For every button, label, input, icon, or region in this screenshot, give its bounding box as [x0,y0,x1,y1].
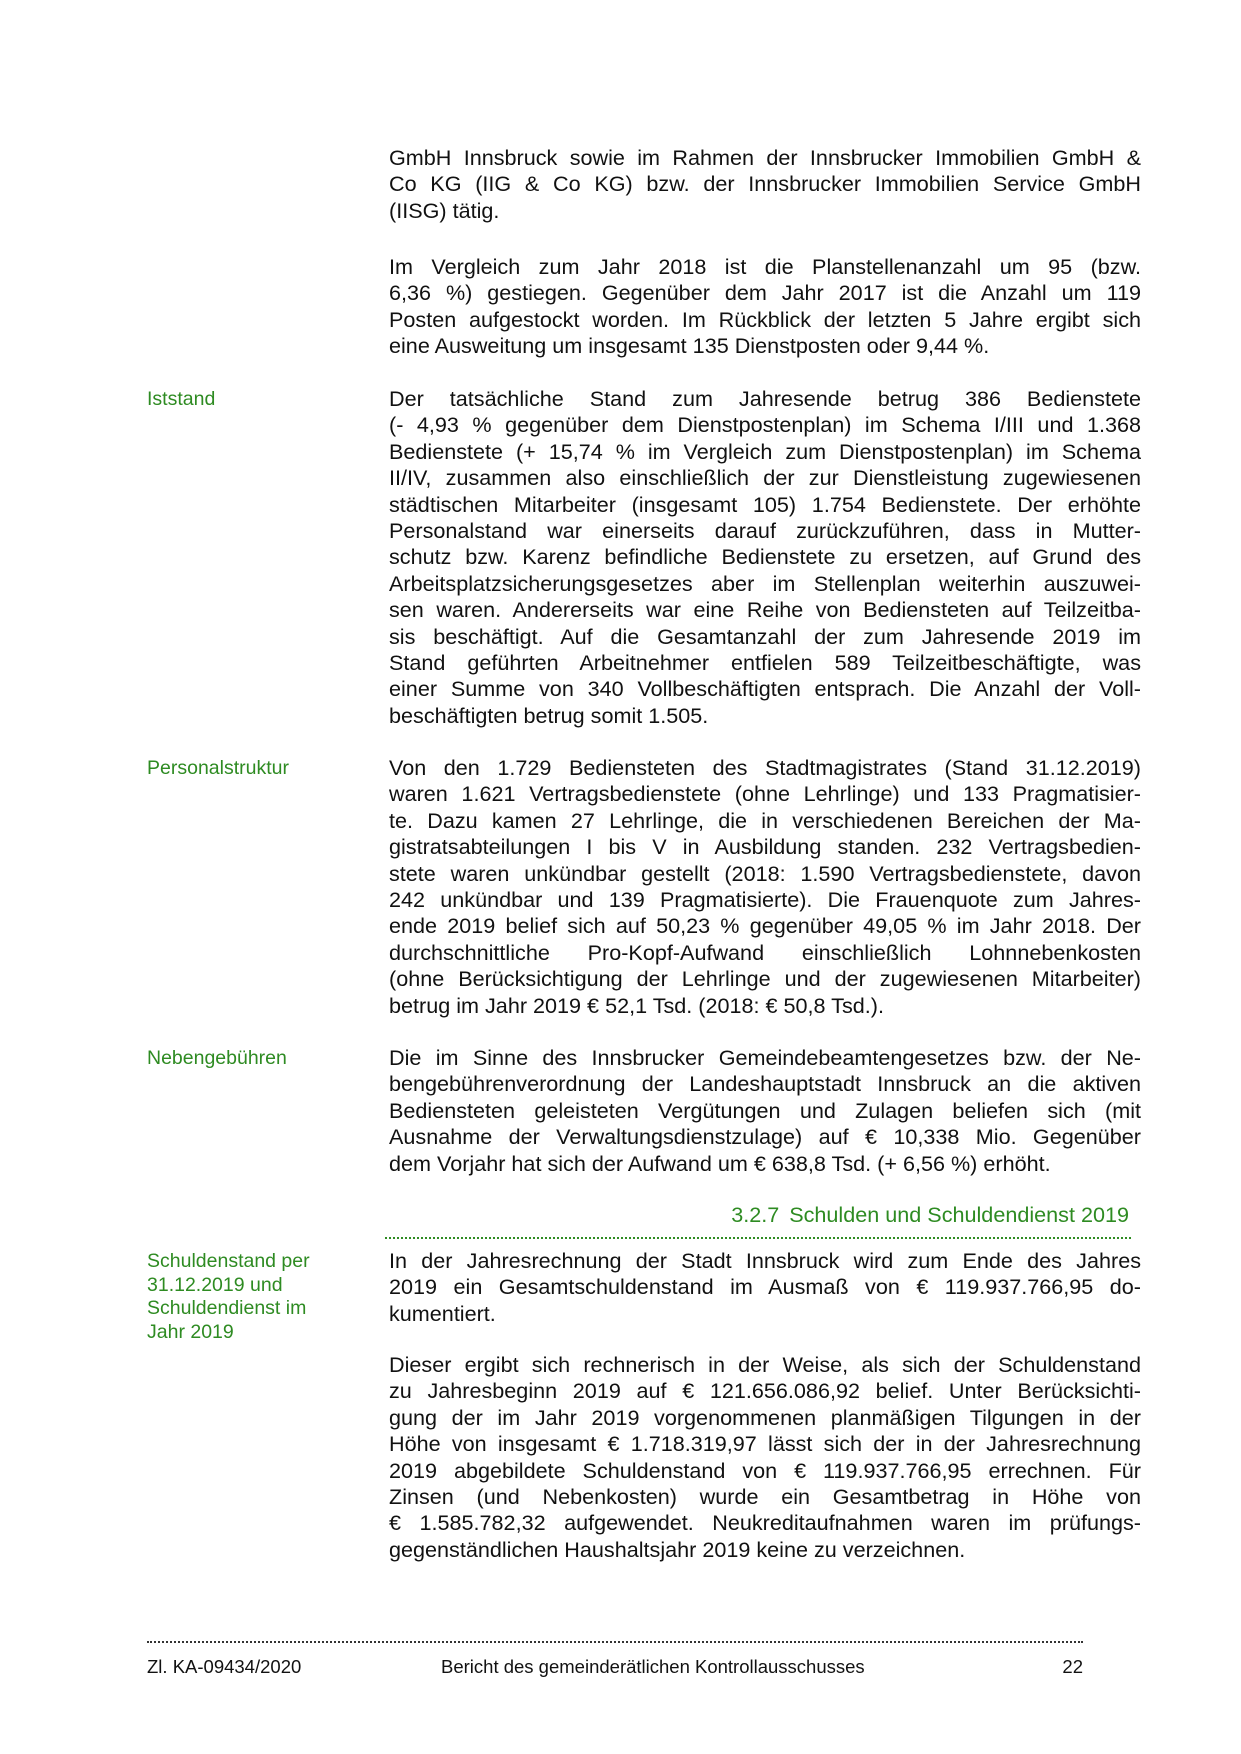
text-line: bengebührenverordnung der Landeshauptstadt Innsbruck an die aktiven [389,1071,1141,1097]
side-label-iststand [147,388,347,412]
text-line: In der Jahresrechnung der Stadt Innsbruck wird zum Ende des Jahres [389,1248,1141,1273]
text-line: betrug im Jahr 2019 € 52,1 Tsd. (2018: € 50,8 Tsd.). [389,992,884,1018]
body-paragraph [389,254,1141,360]
text-line: te. Dazu kamen 27 Lehrlinge, die in verschiedenen Bereichen der Ma- [389,807,1141,833]
body-paragraph [389,1248,1141,1327]
body-paragraph [389,755,1141,1019]
text-line: € 1.585.782,32 aufgewendet. Neukreditaufnahmen waren im prüfungs- [389,1510,1141,1536]
side-label-line: 31.12.2019 und [147,1273,283,1296]
text-line: 2019 abgebildete Schuldenstand von € 119.937.766,95 errechnen. Für [389,1457,1141,1483]
side-label-text: Iststand [147,388,216,410]
side-label-line: Jahr 2019 [147,1320,234,1343]
text-line: beschäftigten betrug somit 1.505. [389,702,709,728]
side-label-text: Nebengebühren [147,1047,287,1069]
text-line: Dieser ergibt sich rechnerisch in der Weise, als sich der Schuldenstand [389,1352,1141,1377]
text-line: (ohne Berücksichtigung der Lehrlinge und der zugewiesenen Mitarbeiter) [389,966,1141,992]
text-line: sis beschäftigt. Auf die Gesamtanzahl der zum Jahresende 2019 im [389,623,1141,649]
text-line: durchschnittliche Pro-Kopf-Aufwand einschließlich Lohnnebenkosten [389,939,1141,965]
footer-title: Bericht des gemeinderätlichen Kontrollausschusses [441,1656,865,1677]
text-line: sen waren. Andererseits war eine Reihe von Bediensteten auf Teilzeitba- [389,597,1141,623]
section-divider [385,1237,1131,1239]
text-line: eine Ausweitung um insgesamt 135 Dienstposten oder 9,44 %. [389,333,990,359]
text-line: Der tatsächliche Stand zum Jahresende betrug 386 Bedienstete [389,386,1141,411]
text-line: Personalstand war einerseits darauf zurückzuführen, dass in Mutter- [389,517,1141,543]
text-line: II/IV, zusammen also einschließlich der zur Dienstleistung zugewiesenen [389,465,1141,491]
section-heading [731,1202,1129,1228]
side-label-personalstruktur [147,757,347,781]
text-line: GmbH Innsbruck sowie im Rahmen der Innsbrucker Immobilien GmbH & [389,145,1141,170]
text-line: Bedienstete (+ 15,74 % im Vergleich zum Dienstpostenplan) im Schema [389,438,1141,464]
text-line: städtischen Mitarbeiter (insgesamt 105) 1.754 Bedienstete. Der erhöhte [389,491,1141,517]
text-line: gegenständlichen Haushaltsjahr 2019 keine zu verzeichnen. [389,1536,966,1562]
section-title: Schulden und Schuldendienst 2019 [789,1202,1129,1227]
text-line: ende 2019 belief sich auf 50,23 % gegenüber 49,05 % im Jahr 2018. Der [389,913,1141,939]
text-line: (- 4,93 % gegenüber dem Dienstpostenplan) im Schema I/III und 1.368 [389,412,1141,438]
side-label-schuldenstand [147,1250,347,1344]
text-line: Co KG (IIG & Co KG) bzw. der Innsbrucker Immobilien Service GmbH [389,171,1141,197]
text-line: Arbeitsplatzsicherungsgesetzes aber im Stellenplan weiterhin auszuwei- [389,570,1141,596]
side-label-text: Personalstruktur [147,757,289,779]
text-line: 242 unkündbar und 139 Pragmatisierte). Die Frauenquote zum Jahres- [389,886,1141,912]
text-line: Im Vergleich zum Jahr 2018 ist die Planstellenanzahl um 95 (bzw. [389,254,1141,279]
text-line: gung der im Jahr 2019 vorgenommenen planmäßigen Tilgungen in der [389,1404,1141,1430]
text-line: 2019 ein Gesamtschuldenstand im Ausmaß von € 119.937.766,95 do- [389,1274,1141,1300]
body-paragraph [389,1045,1141,1177]
body-paragraph [389,386,1141,729]
side-label-nebengebuehren [147,1047,347,1071]
text-line: stete waren unkündbar gestellt (2018: 1.590 Vertragsbedienstete, davon [389,860,1141,886]
footer-divider [147,1641,1083,1643]
text-line: (IISG) tätig. [389,197,500,223]
text-line: Posten aufgestockt worden. Im Rückblick der letzten 5 Jahre ergibt sich [389,306,1141,332]
text-line: schutz bzw. Karenz befindliche Bedienstete zu ersetzen, auf Grund des [389,544,1141,570]
section-number: 3.2.7 [731,1202,780,1227]
text-line: Von den 1.729 Bediensteten des Stadtmagistrates (Stand 31.12.2019) [389,755,1141,780]
text-line: kumentiert. [389,1300,496,1326]
text-line: Höhe von insgesamt € 1.718.319,97 lässt sich der in der Jahresrechnung [389,1431,1141,1457]
body-paragraph [389,145,1141,224]
side-label-line: Schuldendienst im [147,1297,307,1319]
footer-reference: Zl. KA-09434/2020 [147,1656,302,1677]
text-line: zu Jahresbeginn 2019 auf € 121.656.086,92 belief. Unter Berücksichti- [389,1378,1141,1404]
text-line: dem Vorjahr hat sich der Aufwand um € 638,8 Tsd. (+ 6,56 %) erhöht. [389,1150,1051,1176]
page-number: 22 [1062,1656,1083,1677]
text-line: Stand geführten Arbeitnehmer entfielen 589 Teilzeitbeschäftigte, was [389,649,1141,675]
text-line: 6,36 %) gestiegen. Gegenüber dem Jahr 2017 ist die Anzahl um 119 [389,280,1141,306]
text-line: Ausnahme der Verwaltungsdienstzulage) auf € 10,338 Mio. Gegenüber [389,1124,1141,1150]
side-label-line: Schuldenstand per [147,1250,310,1272]
text-line: waren 1.621 Vertragsbedienstete (ohne Lehrlinge) und 133 Pragmatisier- [389,781,1141,807]
text-line: gistratsabteilungen I bis V in Ausbildung standen. 232 Vertragsbedien- [389,834,1141,860]
body-paragraph [389,1352,1141,1563]
text-line: einer Summe von 340 Vollbeschäftigten entsprach. Die Anzahl der Voll- [389,676,1141,702]
text-line: Zinsen (und Nebenkosten) wurde ein Gesamtbetrag in Höhe von [389,1483,1141,1509]
text-line: Bediensteten geleisteten Vergütungen und Zulagen beliefen sich (mit [389,1097,1141,1123]
text-line: Die im Sinne des Innsbrucker Gemeindebeamtengesetzes bzw. der Ne- [389,1045,1141,1070]
